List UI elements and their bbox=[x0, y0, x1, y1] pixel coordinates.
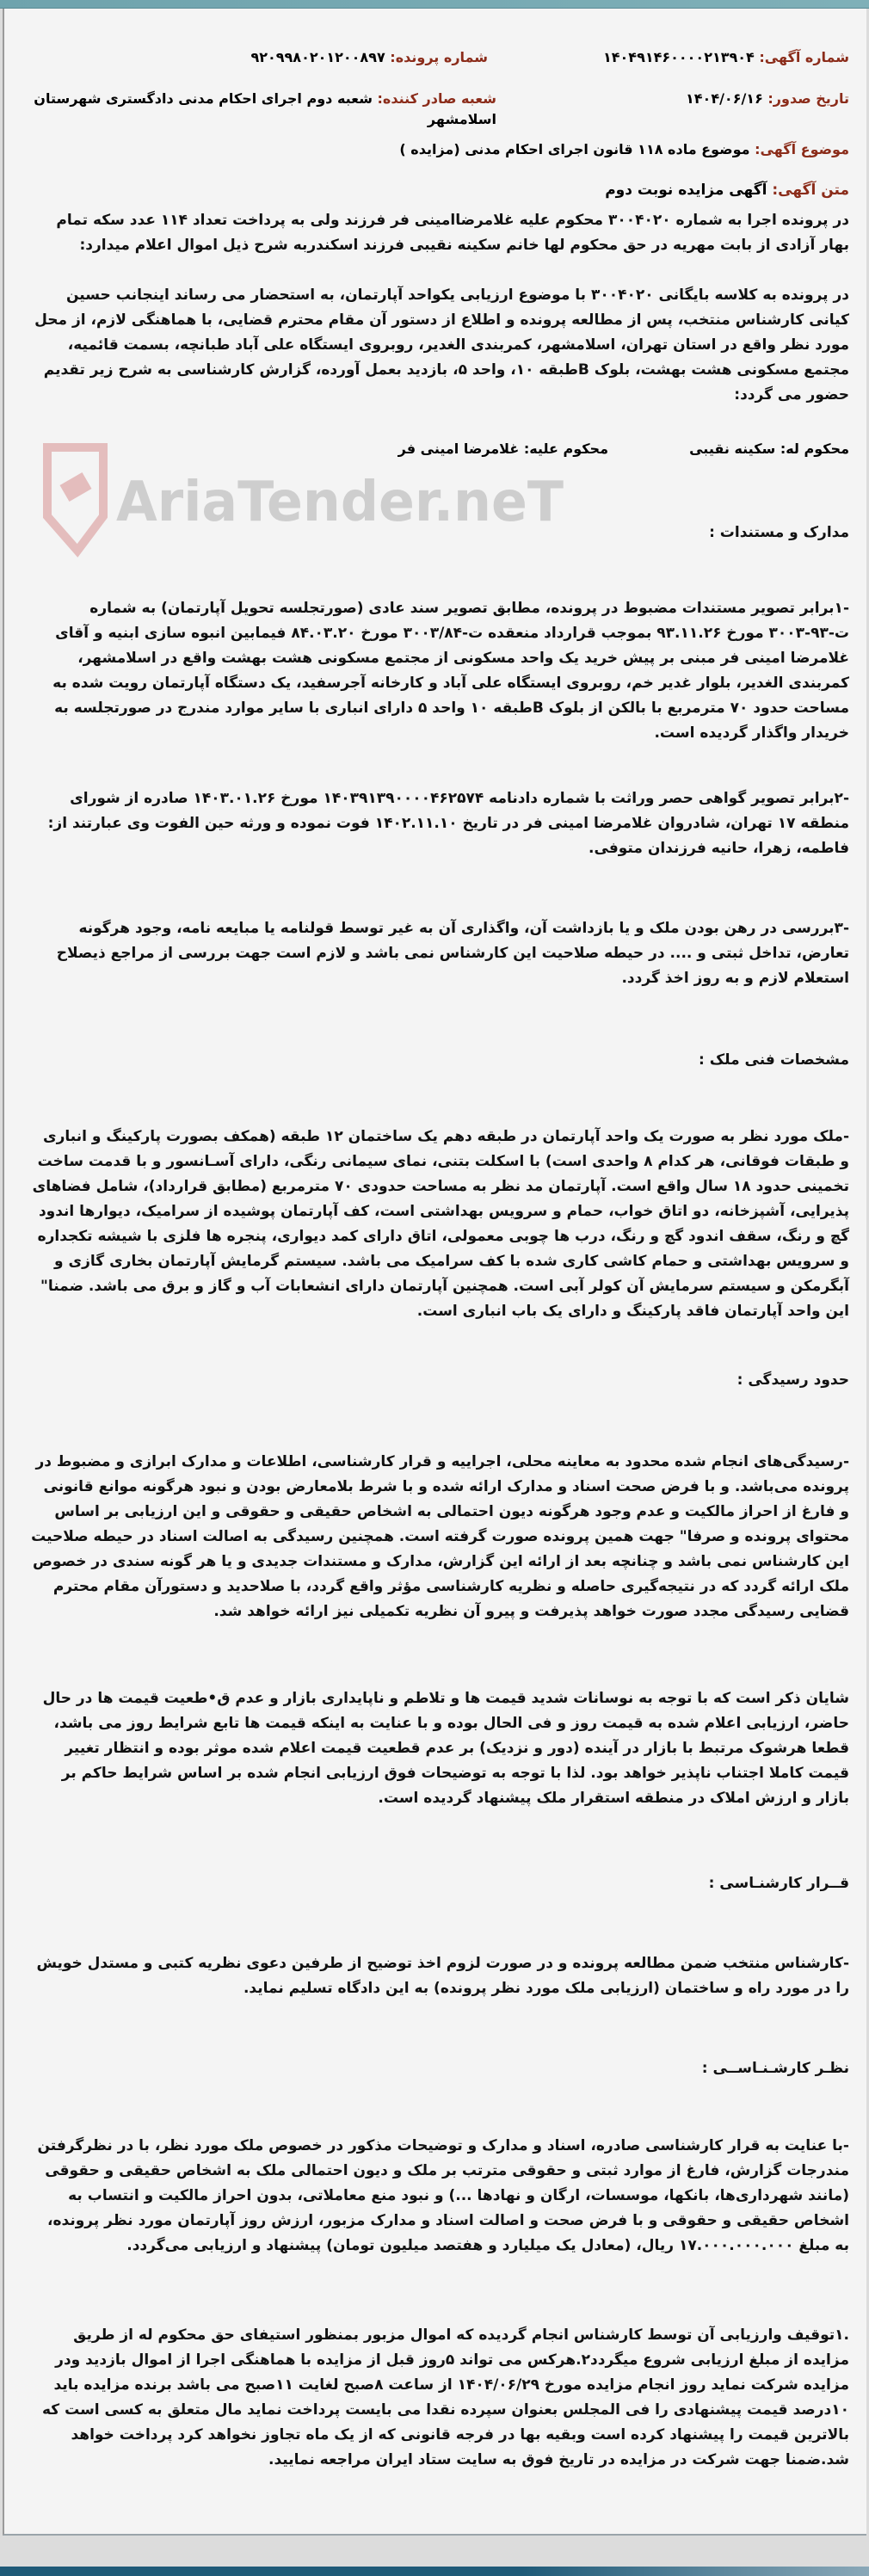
expert-opinion-heading: نظـر کارشـنـاســی : bbox=[701, 2060, 849, 2077]
ad-number-label: شماره آگهی: bbox=[759, 49, 849, 65]
intro2-paragraph: در پرونده به کلاسه بایگانی ۳۰۰۴۰۲۰ با موضوع ارزیابی یکواحد آپارتمان، به استحضار می رساند اینجانب حسین کیانی کارشناس منتخب، پس از مطالعه پرونده و اطلاع از دستور آن مقام محترم قضایی، با هماهنگی لازم، از محل مورد نظر واقع در استان تهران، اسلامشهر، کمربندی الغدیر، روبروی ایستگاه علی آباد طبانچه، بسمت قائمیه، مجتمع مسکونی هشت بهشت، بلوک Bطبقه ۱۰، واحد ۵، بازدید بعمل آورده، گزارش کارشناسی به شرح زیر تقدیم حضور می گردد: bbox=[34, 287, 849, 404]
debtor: محکوم علیه: غلامرضا امینی فر bbox=[398, 441, 608, 457]
ad-number: ۱۴۰۴۹۱۴۶۰۰۰۰۲۱۳۹۰۴ bbox=[603, 49, 755, 65]
scope-heading: حدود رسیدگی : bbox=[736, 1371, 849, 1389]
case-number-field bbox=[40, 47, 488, 68]
expert-opinion-paragraph: -با عنایت به قرار کارشناسی صادره، اسناد و مدارک و توضیحات مذکور در خصوص ملک مورد نظر، با در نظرگرفتن مندرجات گزارش، فارغ از موارد ثبتی و حقوقی مترتب بر ملک و دیون احتمالی ملک به اشخاص حقیقی و حقوقی (مانند شهرداری‌ها، بانکها، موسسات، ارگان و نهادها ...) و نبود منع معاملاتی، بدون احراز مالکیت و انتساب به اشخاص حقیقی و حقوقی و با فرض صحت و اصالت اسناد و مدارک مزبور، ارزش روز آپارتمان مورد نظر پرونده، به مبلغ ۱۷.۰۰۰.۰۰۰.۰۰۰ ریال، (معادل یک میلیارد و هفتصد میلیون تومان) پیشنهاد و ارزیابی می‌گردد. bbox=[37, 2137, 849, 2254]
creditor: محکوم له: سکینه نقیبی bbox=[689, 441, 849, 457]
document-item-1: -۱برابر تصویر مستندات مضبوط در پرونده، مطابق تصویر سند عادی (صورتجلسه تحویل آپارتمان) به شماره ت-۹۳-۳۰۰۳ مورخ ۹۳.۱۱.۲۶ بموجب قرارداد منعقده ت-۳۰۰۳/۸۴ مورخ ۸۴.۰۳.۲۰ فیمابین انبوه سازی ابنیه و آقای غلامرضا امینی فر مبنی بر پیش خرید یک واحد مسکونی از مجتمع مسکونی هشت بهشت واقع در اسلامشهر، کمربندی الغدیر، بلوار غدیر خم، روبروی ایستگاه علی آباد و کارخانه آجرسفید، یک دستگاه آپارتمان رویت شده به مساحت حدود ۷۰ مترمربع با بالکن از بلوک Bطبقه ۱۰ واحد ۵ دارای انباری با سایر موارد مندرج در صورتجلسه به خریدار واگذار گردیده است. bbox=[52, 600, 849, 742]
text-title-field bbox=[40, 180, 849, 200]
document-item-3: -۳بررسی در رهن بودن ملک و یا بازداشت آن، واگذاری آن به غیر توسط قولنامه یا مبایعه نامه، وجود هرگونه تعارض، تداخل ثبتی و .... در حیطه صلاحیت این کارشناس نمی باشد و لازم است جهت بررسی از مراجع ذیصلاح استعلام لازم و به روز اخذ گردد. bbox=[56, 920, 849, 987]
price-note-paragraph: شایان ذکر است که با توجه به نوسانات شدید قیمت ها و تلاطم و ناپایداری بازار و عدم ق•طعیت قیمت ها در حال حاضر، ارزیابی اعلام شده به قیمت روز و فی الحال بوده و با عنایت به اینکه قیمت ها تابع شرایط روز می باشد، قطعا هرشوک مرتبط با بازار در آینده (دور و نزدیک) بر عدم قطعیت قیمت اعلام شده موثر بوده و انتظار تغییر قیمت کاملا اجتناب ناپذیر خواهد بود. لذا با توجه به توضیحات فوق ارزیابی انجام شده بر اساس شرایط حاکم بر بازار و ارزش املاک در منطقه استقرار ملک پیشنهاد گردیده است. bbox=[42, 1690, 849, 1807]
scope-paragraph: -رسیدگی‌های انجام شده محدود به معاینه محلی، اجراییه و قرار کارشناسی، اطلاعات و مدارک ابرازی و مضبوط در پرونده می‌باشد. و با فرض صحت اسناد و مدارک ارائه شده و با شرط بلامعارض بودن و نبود هرگونه موانع قانونی و فارغ از احراز مالکیت و عدم وجود هرگونه دیون احتمالی به اشخاص حقیقی و حقوقی و این ارزیابی بر اساس محتوای پرونده و صرفا" جهت همین پرونده صورت گرفته است. همچنین رسیدگی به اصالت اسناد در حیطه صلاحیت این کارشناس نمی باشد و چنانچه بعد از ارائه این گزارش، مدارک و مستندات جدیدی و یا هر گونه سندی در خصوص ملک ارائه گردد که در نتیجه‌گیری حاصله و نظریه کارشناسی مؤثر واقع گردد، با صلاحدید و دستورآن مقام محترم قضایی رسیدگی مجدد صورت خواهد پذیرفت و پیرو آن نظریه تکمیلی نیز ارائه خواهد شد. bbox=[31, 1453, 849, 1620]
window-top-bar bbox=[0, 0, 869, 9]
tech-specs-paragraph: -ملک مورد نظر به صورت یک واحد آپارتمان در طبقه دهم یک ساختمان ۱۲ طبقه (همکف بصورت پارکینگ و انباری و طبقات فوقانی، هر کدام ۸ واحدی است) با اسکلت بتنی، نمای سیمانی رنگی، دارای آسـانسور و با قدمت ساخت تخمینی حدود ۱۸ سال واقع است. آپارتمان مد نظر به مساحت حدودی ۷۰ مترمربع (مطابق قرارداد)، شامل فضاهای پذیرایی، آشپزخانه، دو اتاق خواب، حمام و سرویس بهداشتی است، کف آپارتمان پوشیده از سرامیک، دیوارها اندود گچ و رنگ، سقف اندود گچ و رنگ، درب ها چوبی معمولی، اتاق دارای کمد دیواری، پنجره ها فلزی با شیشه تکجداره و سرویس بهداشتی و حمام کاشی کاری شده با کف سرامیک می باشد. سیستم گرمایش آپارتمان بخاری گازی و آبگرمکن و سیستم سرمایش آن کولر آبی است. همچنین آپارتمان دارای انشعابات آب و گاز و برق می باشد. ضمنا" این واحد آپارتمان فاقد پارکینگ و دارای یک باب انباری است. bbox=[32, 1128, 849, 1320]
taskbar bbox=[0, 2567, 869, 2576]
intro-paragraph: در پرونده اجرا به شماره ۳۰۰۴۰۲۰ محکوم علیه غلامرضاامینی فر فرزند ولی به پرداخت تعداد ۱۱۴ عدد سکه تمام بهار آزادی از بابت مهریه در حق محکوم لها خانم سکینه نقیبی فرزند اسکندربه شرح ذیل اموال اعلام میدارد: bbox=[56, 212, 849, 254]
auction-terms-paragraph: .۱توقیف وارزیابی آن توسط کارشناس انجام گردیده که اموال مزبور بمنظور استیفای حق محکوم له از طریق مزایده از مبلغ ارزیابی شروع میگردد۲.هرکس می تواند ۵روز قبل از مزایده با هماهنگی اجرا از اموال بازدید ودر مزایده شرکت نماید روز انجام مزایده مورخ ۱۴۰۴/۰۶/۲۹ از ساعت ۸صبح لغایت ۱۱صبح می باشد برنده مزایده باید ۱۰درصد قیمت پیشنهادی را فی المجلس بعنوان سپرده نقدا می بایست پرداخت نماید مال متعلق به کسی است که بالاترین قیمت را پیشنهاد کرده است وبقیه بها در فرجه قانونی که از یک ماه تجاوز نخواهد کرد پرداخت خواهد شد.ضمنا جهت شرکت در مزایده در تاریخ فوق به سایت ستاد ایران مراجعه نمایید. bbox=[41, 2326, 849, 2468]
branch-field bbox=[32, 89, 496, 130]
case-number-label: شماره پرونده: bbox=[390, 49, 488, 65]
subject-field bbox=[40, 139, 849, 160]
subject: موضوع ماده ۱۱۸ قانون اجرای احکام مدنی (مزایده ) bbox=[399, 141, 750, 157]
issue-date-field bbox=[505, 89, 849, 109]
issue-date-label: تاریخ صدور: bbox=[767, 90, 849, 107]
expert-order-heading: قــرار کارشنـاسی : bbox=[708, 1875, 849, 1892]
tech-specs-heading: مشخصات فنی ملک : bbox=[699, 1051, 849, 1069]
branch: شعبه دوم اجرای احکام مدنی دادگستری شهرستان اسلامشهر bbox=[34, 90, 496, 127]
expert-order-paragraph: -کارشناس منتخب ضمن مطالعه پرونده و در صورت لزوم اخذ توضیح از طرفین دعوی نظریه کتبی و مستدل خویش را در مورد راه و ساختمان (ارزیابی ملک مورد نظر پرونده) به این دادگاه تسلیم نماید. bbox=[36, 1955, 849, 1997]
ad-number-field bbox=[505, 47, 849, 68]
document-item-2: -۲برابر تصویر گواهی حصر وراثت با شماره دادنامه ۱۴۰۳۹۱۳۹۰۰۰۰۴۶۲۵۷۴ مورخ ۱۴۰۳.۰۱.۲۶ صادره از شورای منطقه ۱۷ تهران، شادروان غلامرضا امینی فر در تاریخ ۱۴۰۲.۱۱.۱۰ فوت نموده و ورثه حین الفوت وی عبارتند از: فاطمه، زهرا، حانیه فرزندان متوفی. bbox=[47, 790, 849, 857]
subject-label: موضوع آگهی: bbox=[755, 141, 849, 157]
text-label: متن آگهی: bbox=[772, 182, 849, 199]
branch-label: شعبه صادر کننده: bbox=[377, 90, 496, 107]
watermark-text: AriaTender.neT bbox=[116, 471, 564, 534]
ad-panel bbox=[3, 9, 866, 2536]
case-number: ۹۲۰۹۹۸۰۲۰۱۲۰۰۸۹۷ bbox=[250, 49, 385, 65]
issue-date: ۱۴۰۴/۰۶/۱۶ bbox=[686, 90, 763, 107]
documents-heading: مدارک و مستندات : bbox=[709, 524, 849, 541]
text-title: آگهی مزایده نوبت دوم bbox=[605, 182, 767, 199]
